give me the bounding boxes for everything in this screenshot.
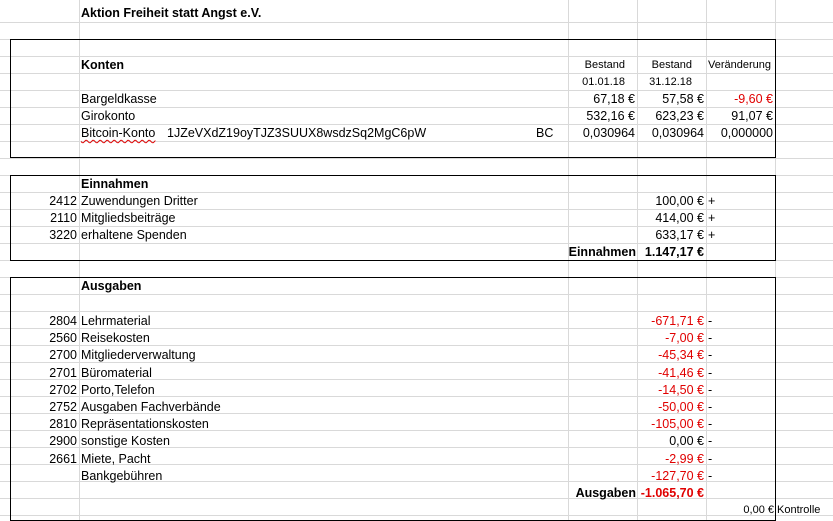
einnahmen-total[interactable]: 1.147,17 € xyxy=(644,245,704,259)
expense-amount[interactable]: -41,46 € xyxy=(658,365,704,380)
income-name[interactable]: Mitgliedsbeiträge xyxy=(81,211,176,225)
kontrolle-amount[interactable]: 0,00 € xyxy=(743,504,774,516)
account-name[interactable]: Girokonto xyxy=(81,109,136,123)
expense-name[interactable]: Büromaterial xyxy=(81,365,152,380)
bitcoin-account-label[interactable]: Bitcoin-Konto xyxy=(81,126,156,140)
date-end[interactable]: 31.12.18 xyxy=(649,76,692,88)
account-start[interactable]: 0,030964 xyxy=(582,126,635,140)
income-code[interactable]: 2110 xyxy=(50,211,77,225)
expense-amount[interactable]: -50,00 € xyxy=(658,400,704,414)
expense-name[interactable]: Porto,Telefon xyxy=(81,382,155,397)
bestand-header-2[interactable]: Bestand xyxy=(651,59,692,71)
income-amount[interactable]: 414,00 € xyxy=(655,211,704,225)
expense-code[interactable]: 2661 xyxy=(49,451,77,466)
ausgaben-total-label[interactable]: Ausgaben xyxy=(575,486,636,500)
expense-code[interactable] xyxy=(10,468,77,485)
date-start[interactable]: 01.01.18 xyxy=(582,76,625,88)
bestand-header-1[interactable]: Bestand xyxy=(584,59,625,71)
expense-code[interactable]: 2702 xyxy=(49,382,77,397)
expense-name[interactable]: Repräsentationskosten xyxy=(81,417,209,432)
expense-name[interactable]: sonstige Kosten xyxy=(81,434,170,449)
account-change[interactable]: 91,07 € xyxy=(731,109,773,123)
expense-sign[interactable]: - xyxy=(708,331,713,346)
expense-amount[interactable]: -7,00 € xyxy=(665,331,704,346)
expense-sign[interactable]: - xyxy=(708,314,713,328)
income-amount[interactable]: 100,00 € xyxy=(655,194,704,208)
income-sign[interactable]: + xyxy=(708,211,716,225)
expense-name[interactable]: Miete, Pacht xyxy=(81,451,151,466)
account-name[interactable]: Bargeldkasse xyxy=(81,92,157,106)
income-sign[interactable]: + xyxy=(708,228,716,242)
expense-code[interactable]: 2701 xyxy=(49,365,77,380)
account-end[interactable]: 57,58 € xyxy=(662,92,704,106)
expense-code[interactable]: 2560 xyxy=(49,331,77,346)
sheet-title[interactable]: Aktion Freiheit statt Angst e.V. xyxy=(81,6,262,20)
expense-name[interactable]: Reisekosten xyxy=(81,331,150,346)
expense-name[interactable]: Lehrmaterial xyxy=(81,314,151,328)
income-code[interactable]: 2412 xyxy=(49,194,77,208)
expense-sign[interactable]: - xyxy=(708,434,713,449)
account-end[interactable]: 0,030964 xyxy=(651,126,704,140)
veraenderung-header[interactable]: Veränderung xyxy=(708,59,771,71)
expense-code[interactable]: 2804 xyxy=(49,314,77,328)
expense-code[interactable]: 2900 xyxy=(49,434,77,449)
income-code[interactable]: 3220 xyxy=(49,228,77,242)
expense-sign[interactable]: - xyxy=(708,348,713,363)
account-start[interactable]: 532,16 € xyxy=(586,109,635,123)
expense-amount[interactable]: -671,71 € xyxy=(651,314,704,328)
konten-heading[interactable]: Konten xyxy=(81,58,125,72)
account-start[interactable]: 67,18 € xyxy=(593,92,635,106)
expense-sign[interactable]: - xyxy=(708,382,713,397)
account-change[interactable]: -9,60 € xyxy=(734,92,773,106)
einnahmen-total-label[interactable]: Einnahmen xyxy=(568,245,636,259)
income-name[interactable]: Zuwendungen Dritter xyxy=(81,194,198,208)
expense-amount[interactable]: -127,70 € xyxy=(651,468,704,483)
expense-sign[interactable]: - xyxy=(708,417,713,432)
expense-code[interactable]: 2810 xyxy=(49,417,77,432)
expense-name[interactable]: Mitgliederverwaltung xyxy=(81,348,196,363)
income-amount[interactable]: 633,17 € xyxy=(655,228,704,242)
expense-amount[interactable]: -105,00 € xyxy=(651,417,704,432)
expense-code[interactable]: 2700 xyxy=(49,348,77,363)
account-end[interactable]: 623,23 € xyxy=(655,109,704,123)
einnahmen-heading[interactable]: Einnahmen xyxy=(81,177,149,191)
expense-sign[interactable]: - xyxy=(708,400,713,414)
ausgaben-heading[interactable]: Ausgaben xyxy=(81,279,142,293)
kontrolle-label[interactable]: Kontrolle xyxy=(777,504,821,516)
expense-name[interactable]: Ausgaben Fachverbände xyxy=(81,400,221,414)
expense-amount[interactable]: -45,34 € xyxy=(658,348,704,363)
expense-amount[interactable]: -2,99 € xyxy=(665,451,704,466)
expense-amount[interactable]: 0,00 € xyxy=(669,434,704,449)
bitcoin-unit[interactable]: BC xyxy=(536,126,554,140)
expense-sign[interactable]: - xyxy=(708,468,713,483)
expense-name[interactable]: Bankgebühren xyxy=(81,468,163,483)
expense-sign[interactable]: - xyxy=(708,451,713,466)
ausgaben-total[interactable]: -1.065,70 € xyxy=(640,486,704,500)
expense-sign[interactable]: - xyxy=(708,365,713,380)
income-name[interactable]: erhaltene Spenden xyxy=(81,228,187,242)
income-sign[interactable]: + xyxy=(708,194,716,208)
expense-amount[interactable]: -14,50 € xyxy=(658,382,704,397)
bitcoin-address[interactable]: 1JZeVXdZ19oyTJZ3SUUX8wsdzSq2MgC6pW xyxy=(167,126,427,140)
expense-code[interactable]: 2752 xyxy=(49,400,77,414)
account-change[interactable]: 0,000000 xyxy=(720,126,773,140)
